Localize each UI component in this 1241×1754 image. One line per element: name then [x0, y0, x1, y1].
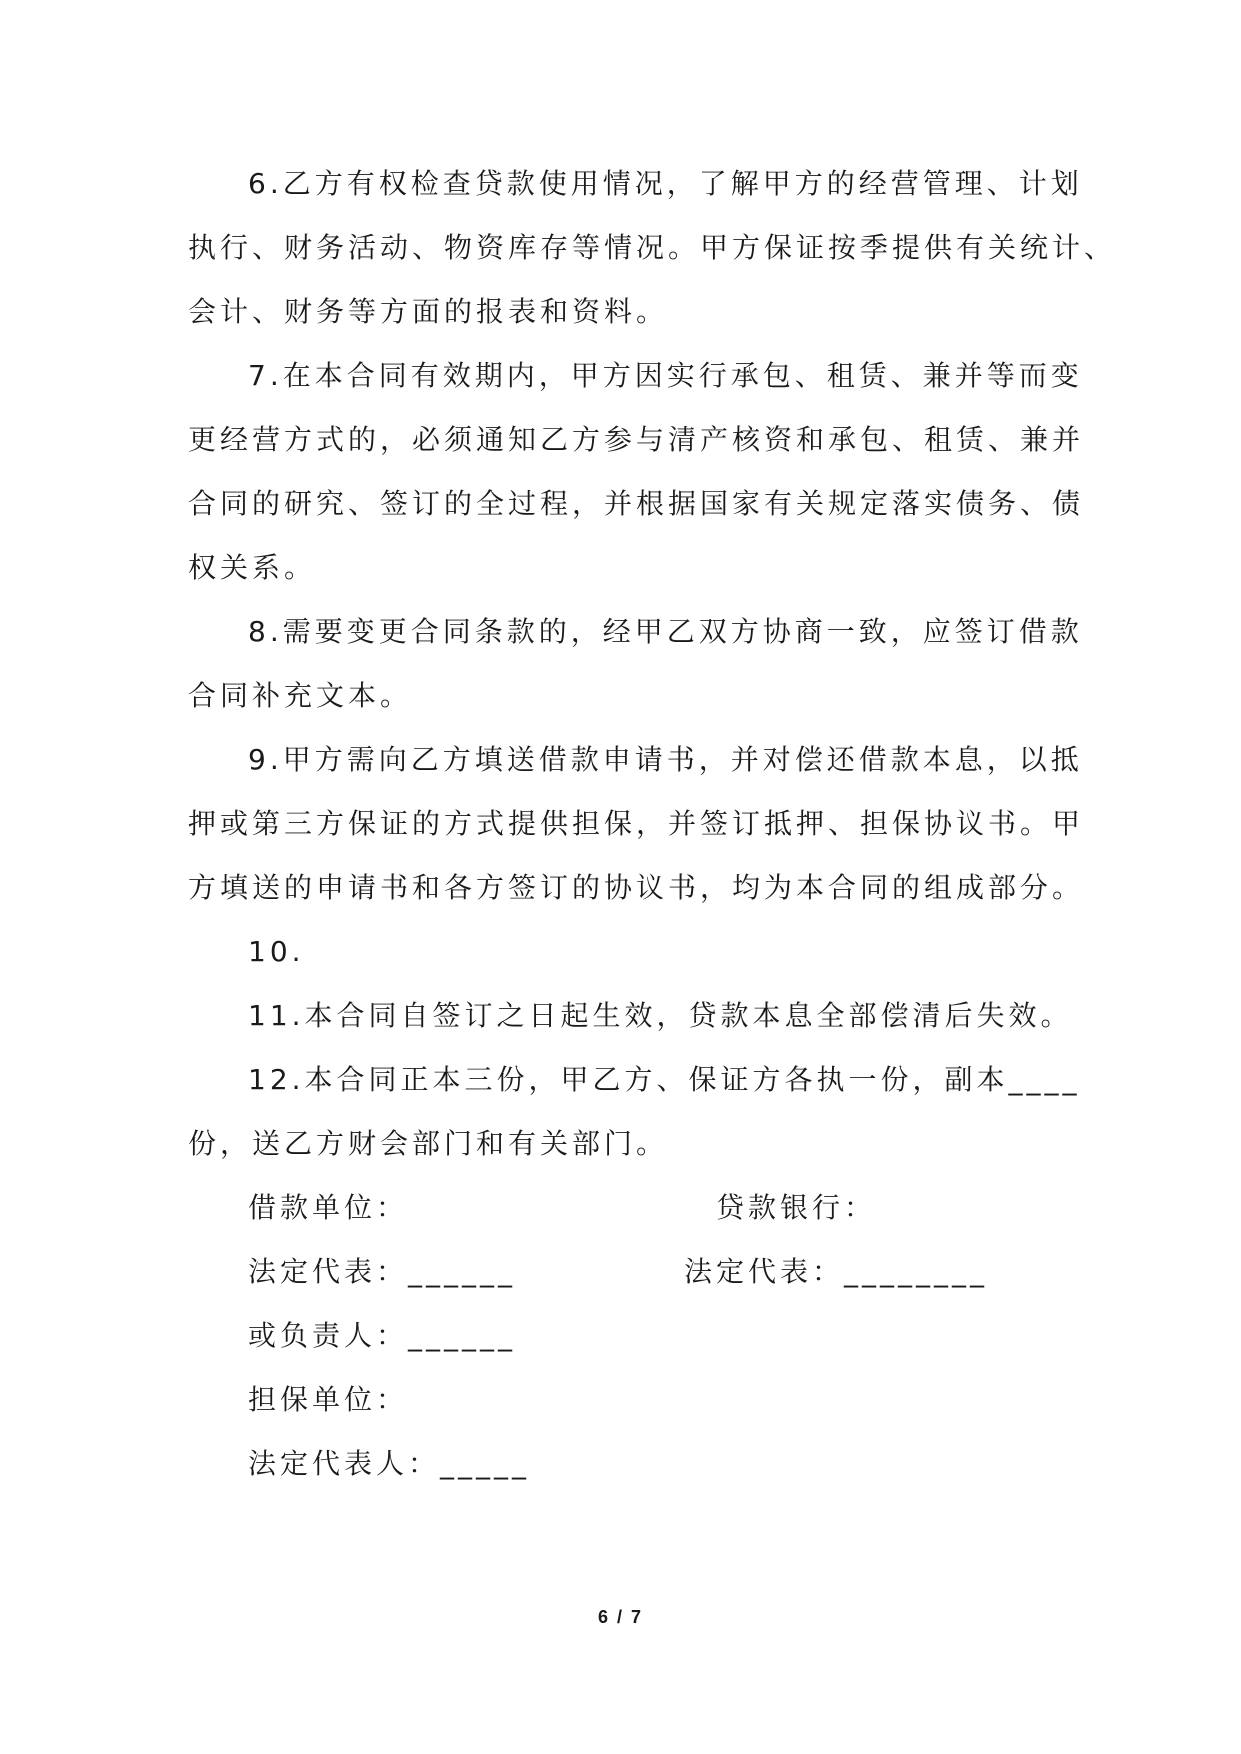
responsible-person: 或负责人：______ — [248, 1319, 517, 1352]
clause-9-line-2: 押或第三方保证的方式提供担保，并签订抵押、担保协议书。甲 — [188, 807, 1085, 840]
clause-6-line-3: 会计、财务等方面的报表和资料。 — [188, 295, 669, 328]
clause-9-line-1: 9.甲方需向乙方填送借款申请书，并对偿还借款本息，以抵 — [248, 743, 1083, 776]
clause-7-line-4: 权关系。 — [188, 551, 317, 584]
borrower-representative: 法定代表：______ — [248, 1255, 517, 1288]
clause-12-line-1: 12.本合同正本三份，甲乙方、保证方各执一份，副本____ — [248, 1063, 1081, 1096]
borrower-label: 借款单位： — [248, 1191, 409, 1224]
clause-7-line-1: 7.在本合同有效期内，甲方因实行承包、租赁、兼并等而变 — [248, 359, 1083, 392]
guarantor-label: 担保单位： — [248, 1383, 409, 1416]
clause-12-line-2: 份，送乙方财会部门和有关部门。 — [188, 1127, 669, 1160]
lender-label: 贷款银行： — [716, 1191, 877, 1224]
clause-6-line-1: 6.乙方有权检查贷款使用情况，了解甲方的经营管理、计划 — [248, 167, 1083, 200]
page-number: 6 / 7 — [597, 1607, 644, 1627]
clause-7-line-3: 合同的研究、签订的全过程，并根据国家有关规定落实债务、债 — [188, 487, 1085, 520]
clause-9-line-3: 方填送的申请书和各方签订的协议书，均为本合同的组成部分。 — [188, 871, 1085, 904]
lender-representative: 法定代表：________ — [684, 1255, 989, 1288]
clause-8-line-2: 合同补充文本。 — [188, 679, 413, 712]
clause-8-line-1: 8.需要变更合同条款的，经甲乙双方协商一致，应签订借款 — [248, 615, 1083, 648]
clause-6-line-2: 执行、财务活动、物资库存等情况。甲方保证按季提供有关统计、 — [188, 231, 1117, 264]
guarantor-representative: 法定代表人：_____ — [248, 1447, 531, 1480]
clause-10-line-1: 10. — [248, 935, 305, 968]
clause-7-line-2: 更经营方式的，必须通知乙方参与清产核资和承包、租赁、兼并 — [188, 423, 1085, 456]
clause-11-line-1: 11.本合同自签订之日起生效，贷款本息全部偿清后失效。 — [248, 999, 1073, 1032]
